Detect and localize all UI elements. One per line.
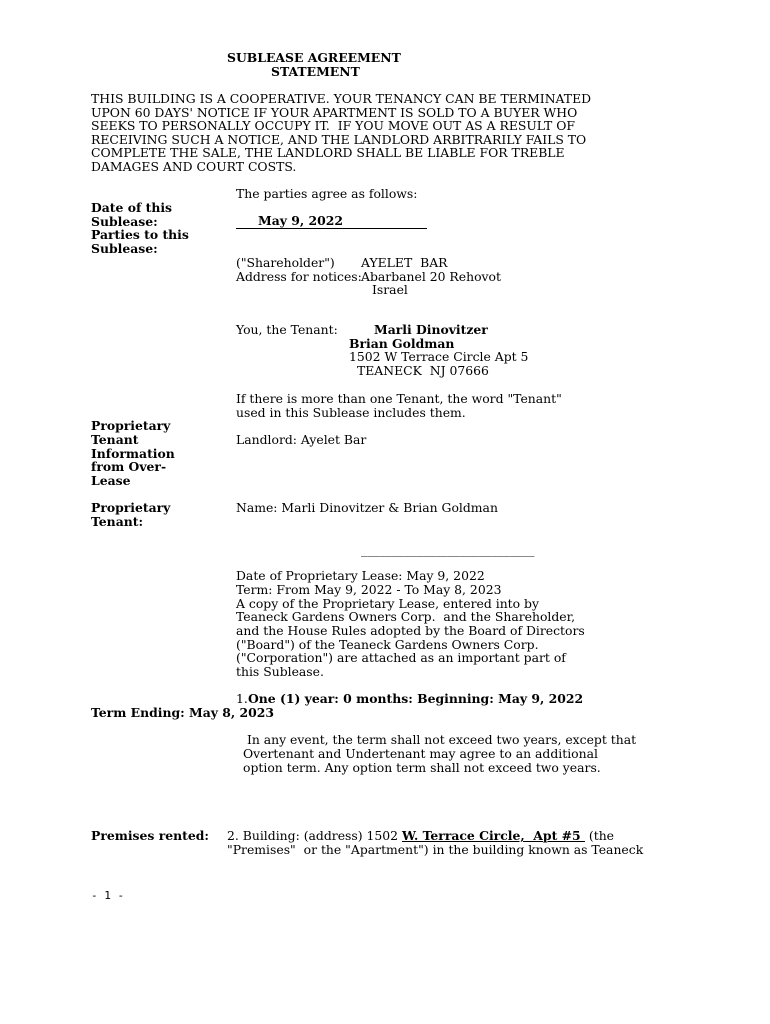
- label-parties: Parties to this: [91, 227, 189, 242]
- warning-line: DAMAGES AND COURT COSTS.: [91, 159, 297, 174]
- premises-suffix: (the: [584, 828, 615, 843]
- tenant-name: Brian Goldman: [349, 336, 455, 351]
- multi-tenant-note: used in this Sublease includes them.: [236, 405, 466, 420]
- signature-line: ____________________________: [361, 542, 535, 557]
- proprietary-tenant-name: Name: Marli Dinovitzer & Brian Goldman: [236, 500, 498, 515]
- page-number: - 1 -: [91, 889, 125, 902]
- warning-line: COMPLETE THE SALE, THE LANDLORD SHALL BE LIABLE FOR TREBLE: [91, 145, 565, 160]
- document-title: SUBLEASE AGREEMENT: [227, 50, 401, 65]
- warning-line: SEEKS TO PERSONALLY OCCUPY IT. IF YOU MOVE OUT AS A RESULT OF: [91, 118, 575, 133]
- term-ending: Term Ending: May 8, 2023: [91, 705, 275, 720]
- tenant-name: Marli Dinovitzer: [374, 322, 488, 337]
- lease-detail: this Sublease.: [236, 664, 324, 679]
- document-subtitle: STATEMENT: [271, 64, 360, 79]
- option-note: option term. Any option term shall not exceed two years.: [243, 760, 601, 775]
- lease-detail: Term: From May 9, 2022 - To May 8, 2023: [236, 582, 502, 597]
- warning-line: THIS BUILDING IS A COOPERATIVE. YOUR TENANCY CAN BE TERMINATED: [91, 91, 592, 106]
- label-proprietary-info: Proprietary: [91, 418, 171, 433]
- lease-detail: ("Corporation") are attached as an important part of: [236, 650, 566, 665]
- shareholder-address: Abarbanel 20 Rehovot: [361, 269, 501, 284]
- sublease-date: May 9, 2022: [258, 213, 343, 228]
- lease-detail: A copy of the Proprietary Lease, entered into by: [236, 596, 539, 611]
- address-label: Address for notices:: [236, 269, 362, 284]
- lease-detail: Teaneck Gardens Owners Corp. and the Shareholder,: [236, 609, 576, 624]
- term-length: One (1) year: 0 months: Beginning: May 9, 2022: [248, 691, 584, 706]
- label-date: Date of this: [91, 200, 173, 215]
- warning-line: RECEIVING SUCH A NOTICE, AND THE LANDLORD ARBITRARILY FAILS TO: [91, 132, 587, 147]
- label-proprietary-info: from Over-: [91, 459, 167, 474]
- label-proprietary-tenant: Proprietary: [91, 500, 171, 515]
- parties-intro: The parties agree as follows:: [236, 186, 418, 201]
- lease-detail: and the House Rules adopted by the Board of Directors: [236, 623, 585, 638]
- shareholder-name: AYELET BAR: [361, 255, 448, 270]
- option-note: In any event, the term shall not exceed two years, except that: [243, 732, 637, 747]
- term-number: 1.: [236, 691, 248, 706]
- multi-tenant-note: If there is more than one Tenant, the word "Tenant": [236, 391, 562, 406]
- tenant-street: 1502 W Terrace Circle Apt 5: [349, 349, 529, 364]
- lease-detail: ("Board") of the Teaneck Gardens Owners Corp.: [236, 637, 539, 652]
- label-date: Sublease:: [91, 214, 158, 229]
- option-note: Overtenant and Undertenant may agree to an additional: [243, 746, 598, 761]
- shareholder-country: Israel: [372, 282, 408, 297]
- label-parties: Sublease:: [91, 241, 158, 256]
- premises-line: "Premises" or the "Apartment") in the building known as Teaneck: [227, 842, 644, 857]
- tenant-label: You, the Tenant:: [236, 322, 338, 337]
- warning-line: UPON 60 DAYS' NOTICE IF YOUR APARTMENT IS SOLD TO A BUYER WHO: [91, 105, 578, 120]
- label-proprietary-tenant: Tenant:: [91, 514, 144, 529]
- premises-line: [227, 829, 614, 843]
- lease-detail: Date of Proprietary Lease: May 9, 2022: [236, 568, 485, 583]
- shareholder-label: ("Shareholder"): [236, 255, 335, 270]
- landlord: Landlord: Ayelet Bar: [236, 432, 367, 447]
- label-proprietary-info: Lease: [91, 473, 131, 488]
- tenant-city: TEANECK NJ 07666: [357, 363, 489, 378]
- label-proprietary-info: Tenant: [91, 432, 139, 447]
- premises-prefix: 2. Building: (address) 1502: [227, 828, 402, 843]
- label-premises: Premises rented:: [91, 828, 209, 843]
- premises-address: W. Terrace Circle, Apt #5: [402, 828, 585, 843]
- label-proprietary-info: Information: [91, 446, 175, 461]
